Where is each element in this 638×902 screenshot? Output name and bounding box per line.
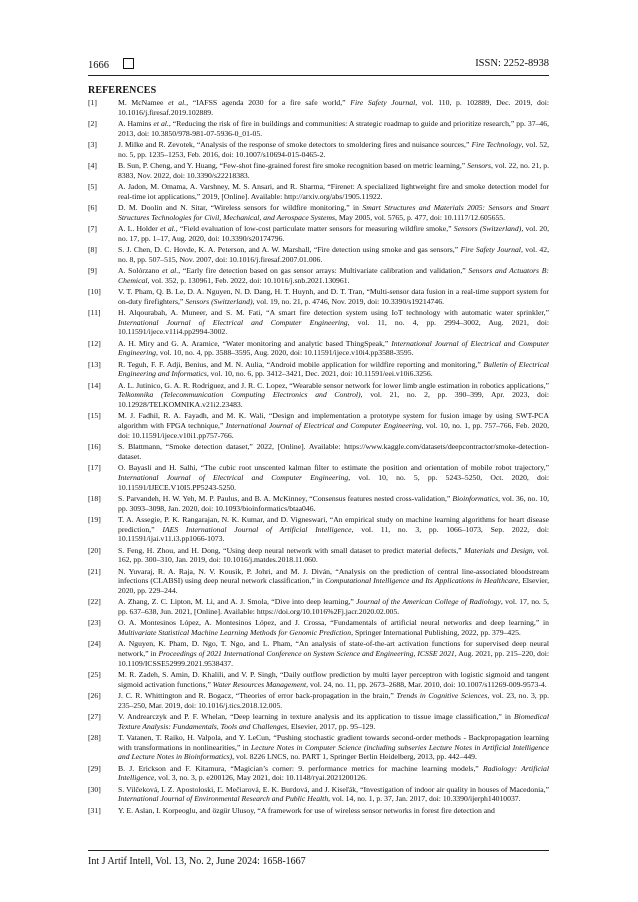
reference-number: [5] xyxy=(88,182,97,191)
page-number: 1666 xyxy=(88,60,109,71)
reference-item xyxy=(88,712,549,731)
reference-text: Y. E. Aslan, I. Korpeoglu, and özgür Ulusoy, “A framework for use of wireless sensor networks in forest fire detection and xyxy=(118,805,495,815)
reference-item xyxy=(88,119,549,138)
reference-text: , vol. 3, no. 3, p. e200126, May 2021, doi: 10.1148/ryai.2021200126. xyxy=(154,773,367,783)
reference-venue: et al. xyxy=(168,98,187,107)
reference-text: A. Jadon, M. Omama, A. Varshney, M. S. Ansari, and R. Sharma, “Firenet: A specialized lightweight fire and smoke detection model for real-time iot applications,” 2019, [Online]. Available: http://arxiv.org/abs/1905.11922. xyxy=(118,182,549,201)
reference-text: S. Parvandeh, H. W. Yeh, M. P. Paulus, and B. A. McKinney, “Consensus features nested cross-validation,” xyxy=(118,493,453,503)
reference-number: [6] xyxy=(88,203,97,212)
reference-number: [3] xyxy=(88,140,97,149)
reference-text: M. R. Zadeh, S. Amin, D. Khalili, and V. P. Singh, “Daily outflow prediction by multi layer perceptron with logistic sigmoid and tangent sigmoid activation functions,” xyxy=(118,669,549,689)
reference-text: , Elsevier, 2020, pp. 229–244. xyxy=(118,576,549,595)
reference-text: , vol. 52, no. 5, pp. 1235–1253, Feb. 2016, doi: 10.1007/s10694-015-0465-2. xyxy=(118,140,550,159)
reference-number: [20] xyxy=(88,545,101,555)
section-title: REFERENCES xyxy=(88,85,157,96)
reference-text: D. M. Doolin and N. Sitar, “Wireless sensors for wildfire monitoring,” in xyxy=(118,203,363,212)
reference-item xyxy=(88,442,549,461)
reference-item xyxy=(88,670,549,689)
reference-item xyxy=(88,806,549,816)
reference-venue: Sensors (Switzerland) xyxy=(185,296,253,306)
reference-number: [31] xyxy=(88,805,101,815)
reference-text: , Springer International Publishing, 2022, pp. 379–425. xyxy=(351,627,521,637)
reference-item xyxy=(88,546,549,565)
reference-text: O. Bayasli and H. Salhi, “The cubic root unscented kalman filter to estimate the position and orientation of mobile robot trajectory,” xyxy=(118,463,549,473)
reference-number: [25] xyxy=(88,669,101,679)
reference-item xyxy=(88,98,549,117)
reference-item xyxy=(88,494,549,513)
reference-text: , “Early fire detection based on gas sensor arrays: Multivariate calibration and validation,” xyxy=(178,266,469,275)
reference-number: [9] xyxy=(88,266,97,275)
reference-text: , vol. 20, no. 17, pp. 1–17, Aug. 2020, doi: 10.3390/s20174796. xyxy=(118,224,550,243)
reference-venue: International Journal of Electrical and Computer Engineering xyxy=(225,421,422,431)
reference-item xyxy=(88,224,549,243)
reference-text: , vol. 22, no. 21, p. 8383, Nov. 2022, doi: 10.3390/s22218383. xyxy=(118,161,549,180)
reference-item xyxy=(88,308,549,337)
reference-text: , vol. 23, no. 3, pp. 235–250, Mar. 2019, doi: 10.1016/j.tics.2018.12.005. xyxy=(118,690,549,710)
reference-number: [15] xyxy=(88,411,101,421)
reference-number: [13] xyxy=(88,359,101,369)
reference-number: [19] xyxy=(88,514,101,524)
reference-text: , May 2005, vol. 5765, p. 477, doi: 10.1117/12.605655. xyxy=(335,212,506,222)
reference-venue: Fire Safety Journal xyxy=(460,245,521,254)
reference-text: O. A. Montesinos López, A. Montesinos López, and J. Crossa, “Fundamentals of artificial neural networks and deep learning,” in xyxy=(118,618,549,628)
reference-venue: Sensors and Actuators B: Chemical xyxy=(118,266,549,285)
reference-text: , vol. 8226 LNCS, no. PART 1, Springer Berlin Heidelberg, 2013, pp. 442–449. xyxy=(232,752,477,762)
reference-number: [14] xyxy=(88,380,101,390)
reference-item xyxy=(88,161,549,180)
reference-number: [11] xyxy=(88,308,101,317)
reference-item xyxy=(88,463,549,492)
reference-number: [30] xyxy=(88,784,101,794)
reference-number: [8] xyxy=(88,245,97,254)
reference-text: A. Zhang, Z. C. Lipton, M. Li, and A. J. Smola, “Dive into deep learning,” xyxy=(118,597,357,607)
reference-text: , vol. 10, no. 6, pp. 3412–3421, Dec. 2021, doi: 10.11591/eei.v10i6.3256. xyxy=(206,369,433,379)
page-header-left xyxy=(88,58,134,71)
reference-text: , Aug. 2021, pp. 215–220, doi: 10.1109/ICSSE52999.2021.9538437. xyxy=(118,648,549,668)
reference-venue: Computational Intelligence and Its Applications in Healthcare xyxy=(324,576,519,586)
reference-item xyxy=(88,140,549,159)
reference-item xyxy=(88,618,549,637)
reference-venue: International Journal of Electrical and Computer Engineering xyxy=(118,317,348,327)
reference-item xyxy=(88,287,549,306)
reference-text: , “IAFSS agenda 2030 for a fire safe world,” xyxy=(186,98,351,107)
reference-venue: Fire Safety Journal xyxy=(350,98,416,107)
reference-text: T. A. Assegie, P. K. Rangarajan, N. K. Kumar, and D. Vigneswari, “An empirical study on machine learning algorithms for heart disease prediction,” xyxy=(118,514,549,534)
reference-text: , “Field evaluation of low-cost particulate matter sensors for measuring wildfire smoke,” xyxy=(175,224,454,233)
reference-number: [1] xyxy=(88,98,97,107)
reference-number: [10] xyxy=(88,287,101,296)
reference-text: B. Sun, P. Cheng, and Y. Huang, “Few-shot fine-grained forest fire smoke recognition based on metric learning,” xyxy=(118,161,468,170)
reference-number: [7] xyxy=(88,224,97,233)
reference-number: [22] xyxy=(88,597,101,607)
reference-venue: Smart Structures and Materials 2005: Sensors and Smart Structures Technologies for Civil, Mechanical, and Aerospace Systems xyxy=(118,203,549,222)
reference-text: , vol. 11, no. 3, pp. 1066–1073, Sep. 2022, doi: 10.11591/ijai.v11.i3.pp1066-1073. xyxy=(118,524,549,544)
reference-venue: Telkomnika (Telecommunication Computing Electronics and Control) xyxy=(118,390,361,400)
reference-venue: et al. xyxy=(162,266,179,275)
reference-venue: Bulletin of Electrical Engineering and Informatics xyxy=(118,359,549,379)
reference-item xyxy=(88,597,549,616)
reference-text: V. T. Pham, Q. B. Le, D. A. Nguyen, N. D. Dang, H. T. Huynh, and D. T. Tran, “Multi-sensor data fusion in a real-time support system for on-duty firefighters,” xyxy=(118,287,549,306)
reference-venue: Journal of the American College of Radiology xyxy=(356,597,501,607)
reference-venue: International Journal of Electrical and Computer Engineering xyxy=(118,472,349,482)
reference-text: S. Vilčeková, I. Z. Apostoloski, Ľ. Mečiarová, E. K. Burdová, and J. Kiseľák, “Investigation of indoor air quality in houses of Macedonia,” xyxy=(118,784,549,794)
issn-label: ISSN: 2252-8938 xyxy=(475,58,549,69)
reference-text: S. Feng, H. Zhou, and H. Dong, “Using deep neural network with small dataset to predict material defects,” xyxy=(118,545,465,555)
reference-venue: International Journal of Electrical and Computer Engineering xyxy=(118,338,550,358)
reference-text: T. Vatanen, T. Raiko, H. Valpola, and Y. LeCun, “Pushing stochastic gradient towards second-order methods - Backpropagation learning with transformations in nonlinearities,” in xyxy=(118,732,549,752)
reference-item xyxy=(88,182,549,201)
reference-number: [28] xyxy=(88,732,101,742)
reference-text: , vol. 42, no. 8, pp. 507–515, Nov. 2007, doi: 10.1016/j.firesaf.2007.01.006. xyxy=(118,245,549,264)
reference-item xyxy=(88,203,549,222)
reference-venue: et al. xyxy=(160,224,176,233)
reference-item xyxy=(88,411,549,440)
reference-venue: Proceedings of 2021 International Conference on System Science and Engineering, ICSSE 2021 xyxy=(158,648,455,658)
reference-text: , vol. 10, no. 4, pp. 3588–3595, Aug. 2020, doi: 10.11591/ijece.v10i4.pp3588-3595. xyxy=(156,348,414,358)
reference-venue: et al. xyxy=(153,119,169,128)
reference-text: , vol. 19, no. 21, p. 4746, Nov. 2019, doi: 10.3390/s19214746. xyxy=(252,296,444,306)
reference-text: , vol. 21, no. 2, pp. 390–399, Apr. 2023, doi: 10.12928/TELKOMNIKA.v21i2.23483. xyxy=(118,390,549,410)
reference-text: , vol. 24, no. 11, pp. 2673–2688, Mar. 2010, doi: 10.1007/s11269-009-9573-4. xyxy=(306,679,547,689)
reference-text: , vol. 14, no. 1, p. 37, Jan. 2017, doi: 10.3390/ijerph14010037. xyxy=(328,794,521,804)
reference-text: , vol. 10, no. 5, pp. 5243–5250, Oct. 2020, doi: 10.11591/IJECE.V10I5.PP5243-5250. xyxy=(118,472,549,492)
reference-text: M. J. Fadhil, R. A. Fayadh, and M. K. Wali, “Design and implementation a prototype system for fusion image by using SWT-PCA algorithm with FPGA technique,” xyxy=(118,411,549,431)
reference-venue: Radiology: Artificial Intelligence xyxy=(118,763,549,783)
reference-venue: Multivariate Statistical Machine Learning Methods for Genomic Prediction xyxy=(118,627,352,637)
reference-text: M. McNamee xyxy=(118,98,169,107)
reference-text: S. J. Chen, D. C. Hovde, K. A. Peterson, and A. W. Marshall, “Fire detection using smoke and gas sensors,” xyxy=(118,245,461,254)
reference-text: R. Teguh, F. F. Adji, Benius, and M. N. Aulia, “Android mobile application for wildfire reporting and monitoring,” xyxy=(118,359,484,369)
reference-venue: Lecture Notes in Computer Science (including subseries Lecture Notes in Artificial Intelligence and Lecture Notes in Bioinformatics) xyxy=(118,742,549,762)
reference-item xyxy=(88,785,549,804)
reference-text: N. Yuvaraj, R. A. Raja, N. V. Kousik, P. Johri, and M. J. Diván, “Analysis on the prediction of central line-associated bloodstream infections (CLABSI) using deep neural network classification,” in xyxy=(118,566,549,586)
reference-number: [16] xyxy=(88,442,101,452)
reference-venue: IAES International Journal of Artificial Intelligence xyxy=(162,524,352,534)
reference-text: A. Hamins xyxy=(118,119,154,128)
reference-venue: Biomedical Texture Analysis: Fundamentals, Tools and Challenges xyxy=(118,711,549,731)
reference-item xyxy=(88,733,549,762)
reference-item xyxy=(88,360,549,379)
reference-text: , Elsevier, 2017, pp. 95–129. xyxy=(286,721,376,731)
reference-text: , vol. 17, no. 5, pp. 637–638, Jun. 2021, [Online]. Available: https://doi.org/10.1016%2Fj.jacr.2020.02.005. xyxy=(118,597,549,616)
reference-number: [26] xyxy=(88,690,101,700)
reference-text: V. Andrearczyk and P. F. Whelan, “Deep learning in texture analysis and its application to tissue image classification,” in xyxy=(118,711,514,721)
reference-item xyxy=(88,639,549,668)
reference-venue: Sensors xyxy=(467,161,492,170)
reference-venue: Trends in Cognitive Sciences xyxy=(396,690,488,700)
reference-item xyxy=(88,691,549,710)
reference-number: [24] xyxy=(88,639,101,649)
reference-number: [23] xyxy=(88,618,101,628)
reference-venue: Fire Technology xyxy=(471,140,522,149)
reference-text: , vol. 36, no. 10, pp. 3093–3098, Jan. 2020, doi: 10.1093/bioinformatics/btaa046. xyxy=(118,493,549,513)
header-divider xyxy=(88,75,549,76)
square-icon xyxy=(123,58,134,69)
reference-venue: Bioinformatics xyxy=(452,493,499,503)
reference-text: , vol. 162, pp. 300–310, Jan. 2019, doi: 10.1016/j.matdes.2018.11.060. xyxy=(118,545,549,565)
reference-text: H. Alqourabah, A. Muneer, and S. M. Fati, “A smart fire detection system using IoT technology with automatic water sprinkler,” xyxy=(118,308,549,317)
reference-item xyxy=(88,245,549,264)
page-footer: Int J Artif Intell, Vol. 13, No. 2, June 2024: 1658-1667 xyxy=(88,856,306,867)
reference-venue: International Journal of Environmental Research and Public Health xyxy=(118,794,329,804)
reference-number: [2] xyxy=(88,119,97,128)
reference-number: [18] xyxy=(88,493,101,503)
reference-number: [12] xyxy=(88,338,101,348)
reference-text: A. Solórzano xyxy=(118,266,163,275)
reference-text: A. H. Miry and G. A. Aramice, “Water monitoring and analytic based ThingSpeak,” xyxy=(118,338,392,348)
reference-list xyxy=(88,98,549,817)
reference-text: A. L. Holder xyxy=(118,224,161,233)
reference-text: , vol. 352, p. 130961, Feb. 2022, doi: 10.1016/j.snb.2021.130961. xyxy=(147,275,350,285)
reference-text: B. J. Erickson and F. Kitamura, “Magician’s corner: 9. performance metrics for machine learning models,” xyxy=(118,763,483,773)
reference-venue: Sensors (Switzerland) xyxy=(453,224,522,233)
reference-text: A. Nguyen, K. Pham, D. Ngo, T. Ngo, and L. Pham, “An analysis of state-of-the-art activation functions for supervised deep neural network,” in xyxy=(118,639,549,658)
reference-item xyxy=(88,381,549,410)
reference-text: J. Milke and R. Zevotek, “Analysis of the response of smoke detectors to smoldering fires and nuisance sources,” xyxy=(118,140,472,149)
reference-number: [4] xyxy=(88,161,97,170)
reference-text: J. C. R. Whittington and R. Bogacz, “Theories of error back-propagation in the brain,” xyxy=(118,690,397,700)
reference-number: [17] xyxy=(88,463,101,473)
reference-text: S. Blattmann, “Smoke detection dataset,” 2022, [Online]. Available: https://www.kaggle.com/datasets/deepcontractor/smoke-detection-dataset. xyxy=(118,442,549,461)
reference-item xyxy=(88,339,549,358)
reference-venue: Water Resources Management xyxy=(212,679,307,689)
footer-divider xyxy=(88,850,549,851)
reference-text: , vol. 10, no. 1, pp. 757–766, Feb. 2020, doi: 10.11591/ijece.v10i1.pp757-766. xyxy=(118,421,550,440)
reference-number: [29] xyxy=(88,763,101,773)
reference-item xyxy=(88,764,549,783)
reference-item xyxy=(88,266,549,285)
reference-item xyxy=(88,567,549,596)
reference-venue: Materials and Design xyxy=(464,545,533,555)
reference-text: , vol. 11, no. 4, pp. 2994–3002, Aug. 2021, doi: 10.11591/ijece.v11i4.pp2994-3002. xyxy=(118,317,549,337)
page-header xyxy=(88,58,549,74)
reference-item xyxy=(88,515,549,544)
reference-text: , “Reducing the risk of fire in buildings and communities: A strategic roadmap to guide and prioritize research,” pp. 37–46, 2013, doi: 10.3850/978-981-07-5936-0_01-05. xyxy=(118,119,550,138)
reference-text: , vol. 110, p. 102889, Dec. 2019, doi: 10.1016/j.firesaf.2019.102889. xyxy=(118,98,549,117)
reference-number: [27] xyxy=(88,711,101,721)
reference-text: A. L. Jutinico, G. A. R. Rodriguez, and J. R. C. Lopez, “Wearable sensor network for lower limb angle estimation in robotics applications,” xyxy=(118,380,549,390)
reference-number: [21] xyxy=(88,566,101,576)
